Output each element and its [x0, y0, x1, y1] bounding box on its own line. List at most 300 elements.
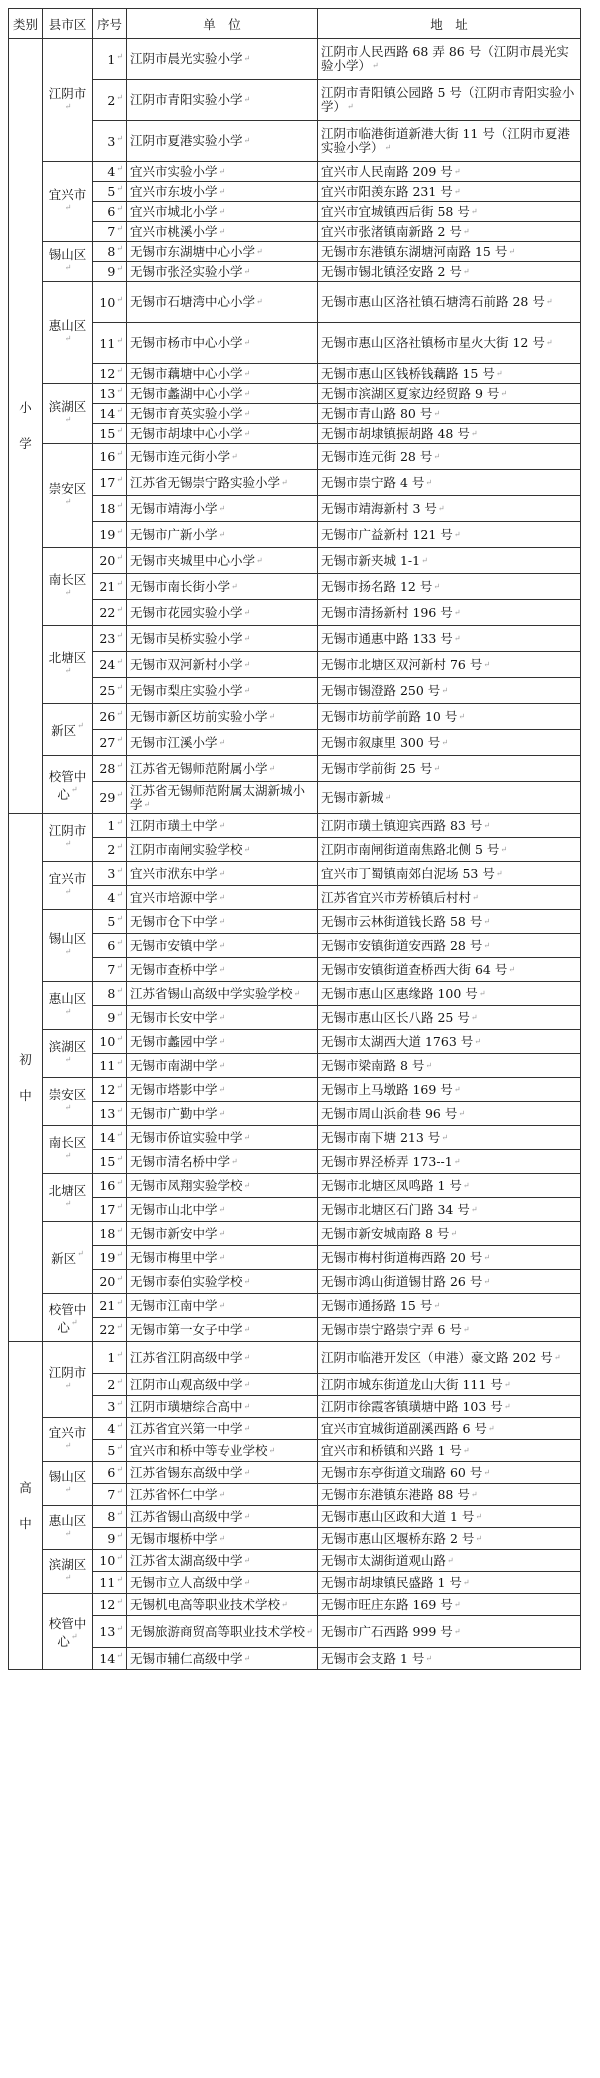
unit-name: 无锡市梅里中学: [130, 1249, 218, 1265]
paragraph-mark-icon: ↵: [470, 428, 478, 438]
paragraph-mark-icon: ↵: [218, 940, 226, 950]
paragraph-mark-icon: ↵: [453, 607, 461, 617]
address-text: 无锡市北塘区石门路 34 号: [321, 1201, 470, 1217]
number-cell: [93, 1342, 127, 1374]
address-text: 无锡市广益新村 121 号: [321, 526, 453, 542]
address-text: 无锡市梅村街道梅西路 20 号: [321, 1249, 483, 1265]
address-text: 无锡市惠山区长八路 25 号: [321, 1009, 470, 1025]
number-cell: [93, 1594, 127, 1616]
number-cell: [93, 886, 127, 910]
unit-cell: [127, 1572, 318, 1594]
unit-cell: [127, 1150, 318, 1174]
address-cell: [318, 1550, 581, 1572]
address-text: 无锡市会支路 1 号: [321, 1650, 425, 1666]
paragraph-mark-icon: ↵: [116, 1509, 123, 1518]
district-label: 惠山区: [48, 318, 87, 333]
district-label: 惠山区: [48, 1513, 87, 1528]
paragraph-mark-icon: ↵: [116, 475, 123, 484]
number-cell: [93, 1222, 127, 1246]
unit-name: 江阴市山观高级中学: [130, 1376, 243, 1392]
table-row: [9, 1484, 581, 1506]
paragraph-mark-icon: ↵: [116, 1058, 123, 1067]
unit-name: 宜兴市东坡小学: [130, 183, 218, 199]
number-value: 7: [107, 962, 116, 977]
number-value: 17: [99, 475, 116, 490]
paragraph-mark-icon: ↵: [116, 914, 123, 923]
table-row: [9, 782, 581, 814]
unit-cell: [127, 626, 318, 652]
paragraph-mark-icon: ↵: [116, 406, 123, 415]
paragraph-mark-icon: ↵: [64, 101, 72, 111]
district-label: 滨湖区: [48, 1039, 87, 1054]
number-cell: [93, 756, 127, 782]
paragraph-mark-icon: ↵: [243, 54, 251, 63]
district-label: 宜兴市: [48, 871, 87, 886]
address-text: 无锡市惠山区惠缘路 100 号: [321, 985, 478, 1001]
number-cell: [93, 600, 127, 626]
number-value: 26: [99, 709, 116, 724]
paragraph-mark-icon: ↵: [116, 92, 123, 102]
unit-cell: [127, 242, 318, 262]
paragraph-mark-icon: ↵: [64, 1485, 72, 1494]
number-value: 18: [99, 501, 116, 516]
paragraph-mark-icon: ↵: [116, 426, 123, 435]
number-value: 28: [99, 761, 116, 776]
paragraph-mark-icon: ↵: [218, 1300, 226, 1310]
unit-cell: [127, 1102, 318, 1126]
paragraph-mark-icon: ↵: [77, 720, 84, 730]
paragraph-mark-icon: ↵: [64, 1055, 72, 1064]
number-cell: [93, 958, 127, 982]
table-row: [9, 182, 581, 202]
paragraph-mark-icon: ↵: [64, 1573, 72, 1582]
unit-name: 无锡市长安中学: [130, 1009, 218, 1025]
address-text: 无锡市扬名路 12 号: [321, 578, 433, 594]
number-value: 9: [107, 1010, 116, 1025]
unit-cell: [127, 886, 318, 910]
unit-cell: [127, 162, 318, 182]
unit-cell: [127, 814, 318, 838]
number-value: 4: [107, 164, 116, 179]
number-value: 2: [107, 1377, 116, 1392]
unit-name: 江苏省太湖高级中学: [130, 1552, 243, 1568]
district-cell: [43, 1550, 93, 1594]
address-cell: [318, 704, 581, 730]
address-text: 宜兴市张渚镇南新路 2 号: [321, 223, 462, 239]
paragraph-mark-icon: ↵: [116, 1531, 123, 1540]
address-text: 无锡市滨湖区夏家边经贸路 9 号: [321, 385, 500, 401]
address-cell: [318, 600, 581, 626]
category-cell: [9, 1342, 43, 1670]
unit-name: 无锡市辅仁高级中学: [130, 1650, 243, 1666]
table-row: [9, 1374, 581, 1396]
unit-name: 江苏省无锡师范附属小学: [130, 760, 268, 776]
table-row: [9, 1102, 581, 1126]
unit-cell: [127, 444, 318, 470]
paragraph-mark-icon: ↵: [116, 204, 123, 213]
header-number: 序号: [93, 9, 127, 39]
paragraph-mark-icon: ↵: [243, 1653, 251, 1663]
paragraph-mark-icon: ↵: [218, 1036, 226, 1046]
address-cell: [318, 910, 581, 934]
paragraph-mark-icon: ↵: [306, 1626, 313, 1636]
paragraph-mark-icon: ↵: [231, 1156, 238, 1166]
address-text: 无锡市新安城南路 8 号: [321, 1225, 450, 1241]
district-cell: [43, 162, 93, 242]
address-cell: [318, 548, 581, 574]
number-cell: [93, 1616, 127, 1648]
address-text: 无锡市惠山区堰桥东路 2 号: [321, 1530, 475, 1546]
address-text: 无锡市胡埭镇民盛路 1 号: [321, 1574, 462, 1590]
paragraph-mark-icon: ↵: [64, 666, 72, 675]
number-value: 2: [107, 92, 116, 108]
number-value: 17: [99, 1202, 116, 1217]
unit-cell: [127, 704, 318, 730]
unit-name: 无锡市蠡湖中心小学: [130, 385, 243, 401]
paragraph-mark-icon: ↵: [116, 1399, 123, 1408]
paragraph-mark-icon: ↵: [116, 1202, 123, 1211]
unit-cell: [127, 862, 318, 886]
address-cell: [318, 862, 581, 886]
paragraph-mark-icon: ↵: [256, 555, 263, 565]
address-cell: [318, 1462, 581, 1484]
table-row: [9, 626, 581, 652]
address-cell: [318, 202, 581, 222]
unit-name: 无锡市广新小学: [130, 526, 218, 542]
table-row: [9, 886, 581, 910]
paragraph-mark-icon: ↵: [64, 1529, 72, 1538]
paragraph-mark-icon: ↵: [116, 224, 123, 233]
number-cell: [93, 1126, 127, 1150]
number-value: 21: [99, 1298, 116, 1313]
address-cell: [318, 444, 581, 470]
number-cell: [93, 1270, 127, 1294]
paragraph-mark-icon: ↵: [116, 553, 123, 562]
paragraph-mark-icon: ↵: [64, 334, 72, 343]
number-cell: [93, 80, 127, 121]
paragraph-mark-icon: ↵: [218, 1060, 226, 1070]
address-cell: [318, 1078, 581, 1102]
unit-cell: [127, 1528, 318, 1550]
district-cell: [43, 704, 93, 756]
number-value: 1: [107, 818, 116, 833]
number-value: 14: [99, 1130, 116, 1145]
unit-cell: [127, 838, 318, 862]
paragraph-mark-icon: ↵: [453, 1156, 461, 1166]
paragraph-mark-icon: ↵: [116, 501, 123, 510]
address-text: 江阴市南闸街道南焦路北侧 5 号: [321, 841, 500, 857]
table-row: [9, 1174, 581, 1198]
paragraph-mark-icon: ↵: [462, 266, 470, 276]
table-row: [9, 1078, 581, 1102]
address-text: 无锡市胡埭镇振胡路 48 号: [321, 425, 470, 441]
paragraph-mark-icon: ↵: [116, 294, 123, 304]
paragraph-mark-icon: ↵: [453, 633, 461, 643]
table-row: [9, 522, 581, 548]
paragraph-mark-icon: ↵: [433, 763, 441, 773]
paragraph-mark-icon: ↵: [256, 246, 263, 256]
paragraph-mark-icon: ↵: [116, 244, 123, 253]
table-row: [9, 1150, 581, 1174]
category-char: 小: [19, 400, 32, 415]
table-row: [9, 1126, 581, 1150]
number-cell: [93, 39, 127, 80]
paragraph-mark-icon: ↵: [116, 709, 123, 718]
paragraph-mark-icon: ↵: [441, 737, 449, 747]
district-label: 江阴市: [48, 85, 87, 101]
category-cell: [9, 39, 43, 814]
address-cell: [318, 121, 581, 162]
address-cell: [318, 730, 581, 756]
school-address-table: [8, 8, 581, 1670]
unit-name: 无锡市吴桥实验小学: [130, 630, 243, 646]
unit-cell: [127, 1126, 318, 1150]
unit-cell: [127, 262, 318, 282]
number-cell: [93, 1150, 127, 1174]
unit-cell: [127, 1550, 318, 1572]
number-cell: [93, 262, 127, 282]
address-text: 无锡市通扬路 15 号: [321, 1297, 433, 1313]
address-cell: [318, 756, 581, 782]
address-cell: [318, 814, 581, 838]
address-text: 无锡市新夹城 1-1: [321, 552, 421, 568]
address-cell: [318, 934, 581, 958]
unit-cell: [127, 1246, 318, 1270]
number-cell: [93, 730, 127, 756]
number-value: 23: [99, 631, 116, 646]
table-row: [9, 548, 581, 574]
address-text: 无锡市锡北镇泾安路 2 号: [321, 263, 462, 279]
paragraph-mark-icon: ↵: [116, 1624, 123, 1633]
district-cell: [43, 1174, 93, 1222]
paragraph-mark-icon: ↵: [231, 581, 238, 591]
paragraph-mark-icon: ↵: [243, 1401, 251, 1411]
number-value: 16: [99, 449, 116, 464]
address-text: 无锡市青山路 80 号: [321, 405, 433, 421]
district-label: 校管中心: [48, 768, 87, 802]
paragraph-mark-icon: ↵: [462, 1324, 470, 1334]
number-cell: [93, 862, 127, 886]
unit-cell: [127, 934, 318, 958]
address-text: 无锡市云林街道钱长路 58 号: [321, 913, 483, 929]
unit-name: 无锡市南长街小学: [130, 578, 231, 594]
paragraph-mark-icon: ↵: [470, 206, 478, 216]
address-cell: [318, 80, 581, 121]
number-value: 11: [99, 335, 116, 351]
paragraph-mark-icon: ↵: [243, 1577, 251, 1587]
unit-name: 无锡市清名桥中学: [130, 1153, 231, 1169]
number-value: 3: [107, 133, 116, 149]
district-cell: [43, 1078, 93, 1126]
paragraph-mark-icon: ↵: [116, 866, 123, 875]
unit-cell: [127, 1318, 318, 1342]
address-cell: [318, 1102, 581, 1126]
district-label: 宜兴市: [48, 1425, 87, 1440]
number-value: 9: [107, 264, 116, 279]
paragraph-mark-icon: ↵: [64, 263, 72, 272]
unit-name: 无锡市夹城里中心小学: [130, 552, 256, 568]
paragraph-mark-icon: ↵: [545, 338, 553, 347]
unit-name: 江苏省锡山高级中学实验学校: [130, 985, 293, 1001]
table-row: [9, 1440, 581, 1462]
district-cell: [43, 982, 93, 1030]
district-label: 宜兴市: [48, 187, 87, 202]
district-label: 新区: [51, 722, 77, 738]
paragraph-mark-icon: ↵: [495, 868, 503, 878]
paragraph-mark-icon: ↵: [218, 868, 226, 878]
paragraph-mark-icon: ↵: [243, 1132, 251, 1142]
paragraph-mark-icon: ↵: [116, 1350, 123, 1359]
paragraph-mark-icon: ↵: [218, 737, 226, 747]
address-cell: [318, 1318, 581, 1342]
paragraph-mark-icon: ↵: [268, 763, 276, 773]
unit-cell: [127, 384, 318, 404]
paragraph-mark-icon: ↵: [231, 451, 238, 461]
table-row: [9, 910, 581, 934]
address-cell: [318, 678, 581, 704]
paragraph-mark-icon: ↵: [508, 246, 516, 256]
address-cell: [318, 522, 581, 548]
address-cell: [318, 1294, 581, 1318]
number-cell: [93, 934, 127, 958]
paragraph-mark-icon: ↵: [243, 1352, 251, 1362]
unit-name: 无锡市查桥中学: [130, 961, 218, 977]
paragraph-mark-icon: ↵: [70, 784, 78, 794]
address-text: 无锡市周山浜俞巷 96 号: [321, 1105, 458, 1121]
paragraph-mark-icon: ↵: [116, 1597, 123, 1606]
paragraph-mark-icon: ↵: [116, 790, 123, 799]
number-value: 1: [107, 1350, 116, 1365]
district-label: 南长区: [48, 1135, 87, 1150]
table-row: [9, 982, 581, 1006]
paragraph-mark-icon: ↵: [483, 916, 491, 926]
unit-cell: [127, 1462, 318, 1484]
unit-name: 宜兴市洑东中学: [130, 865, 218, 881]
paragraph-mark-icon: ↵: [116, 986, 123, 995]
paragraph-mark-icon: ↵: [450, 1228, 458, 1238]
paragraph-mark-icon: ↵: [64, 497, 72, 506]
district-label: 江阴市: [48, 1365, 87, 1380]
paragraph-mark-icon: ↵: [243, 1423, 251, 1433]
number-value: 12: [99, 366, 116, 381]
table-row: [9, 756, 581, 782]
address-cell: [318, 1528, 581, 1550]
paragraph-mark-icon: ↵: [64, 1199, 72, 1208]
unit-cell: [127, 1396, 318, 1418]
paragraph-mark-icon: ↵: [447, 1555, 454, 1565]
unit-name: 无锡市泰伯实验学校: [130, 1273, 243, 1289]
number-value: 13: [99, 386, 116, 401]
unit-name: 无锡市靖海小学: [130, 500, 218, 516]
district-cell: [43, 444, 93, 548]
number-cell: [93, 1528, 127, 1550]
paragraph-mark-icon: ↵: [143, 799, 151, 809]
address-cell: [318, 1270, 581, 1294]
number-value: 10: [99, 1553, 116, 1568]
district-label: 惠山区: [48, 991, 87, 1006]
paragraph-mark-icon: ↵: [116, 1106, 123, 1115]
address-text: 无锡市太湖街道观山路: [321, 1552, 447, 1568]
number-value: 12: [99, 1082, 116, 1097]
number-cell: [93, 1294, 127, 1318]
number-cell: [93, 1054, 127, 1078]
number-cell: [93, 1198, 127, 1222]
header-district: 县市区: [43, 9, 93, 39]
unit-name: 宜兴市桃溪小学: [130, 223, 218, 239]
number-cell: [93, 121, 127, 162]
paragraph-mark-icon: ↵: [243, 1467, 251, 1477]
district-cell: [43, 1418, 93, 1462]
unit-name: 无锡机电高等职业技术学校: [130, 1596, 281, 1612]
address-text: 江阴市城东街道龙山大街 111 号: [321, 1376, 503, 1392]
district-label: 南长区: [48, 572, 87, 587]
number-value: 8: [107, 986, 116, 1001]
unit-name: 江阴市璜土中学: [130, 817, 218, 833]
unit-name: 宜兴市实验小学: [130, 163, 218, 179]
address-cell: [318, 652, 581, 678]
address-text: 无锡市锡澄路 250 号: [321, 682, 441, 698]
table-row: [9, 704, 581, 730]
address-text: 无锡市学前街 25 号: [321, 760, 433, 776]
paragraph-mark-icon: ↵: [475, 1511, 483, 1521]
address-text: 无锡市安镇街道安西路 28 号: [321, 937, 483, 953]
address-cell: [318, 1374, 581, 1396]
number-cell: [93, 1174, 127, 1198]
district-label: 校管中心: [48, 1301, 87, 1335]
district-label: 滨湖区: [48, 399, 87, 414]
paragraph-mark-icon: ↵: [462, 226, 470, 236]
address-text: 无锡市新城: [321, 789, 384, 805]
paragraph-mark-icon: ↵: [503, 1401, 511, 1411]
number-cell: [93, 1440, 127, 1462]
address-text: 无锡市惠山区政和大道 1 号: [321, 1508, 475, 1524]
address-cell: [318, 1616, 581, 1648]
paragraph-mark-icon: ↵: [470, 1012, 478, 1022]
paragraph-mark-icon: ↵: [116, 1421, 123, 1430]
unit-name: 无锡市广勤中学: [130, 1105, 218, 1121]
unit-name: 江苏省无锡崇宁路实验小学: [130, 474, 281, 490]
paragraph-mark-icon: ↵: [347, 102, 354, 111]
number-cell: [93, 548, 127, 574]
paragraph-mark-icon: ↵: [218, 1108, 226, 1118]
address-cell: [318, 1006, 581, 1030]
address-text: 无锡市东港镇东港路 88 号: [321, 1486, 470, 1502]
paragraph-mark-icon: ↵: [116, 761, 123, 770]
paragraph-mark-icon: ↵: [243, 1511, 251, 1521]
paragraph-mark-icon: ↵: [553, 1352, 561, 1362]
unit-name: 无锡市安镇中学: [130, 937, 218, 953]
number-cell: [93, 222, 127, 242]
paragraph-mark-icon: ↵: [218, 892, 226, 902]
unit-name: 宜兴市城北小学: [130, 203, 218, 219]
unit-cell: [127, 782, 318, 814]
paragraph-mark-icon: ↵: [218, 186, 226, 196]
paragraph-mark-icon: ↵: [116, 683, 123, 692]
table-row: [9, 814, 581, 838]
table-row: [9, 1270, 581, 1294]
address-cell: [318, 1594, 581, 1616]
paragraph-mark-icon: ↵: [64, 1441, 72, 1450]
number-value: 8: [107, 244, 116, 259]
unit-cell: [127, 1374, 318, 1396]
table-row: [9, 1222, 581, 1246]
unit-cell: [127, 496, 318, 522]
number-cell: [93, 704, 127, 730]
paragraph-mark-icon: ↵: [256, 297, 263, 306]
number-cell: [93, 444, 127, 470]
address-cell: [318, 1418, 581, 1440]
paragraph-mark-icon: ↵: [243, 659, 251, 669]
